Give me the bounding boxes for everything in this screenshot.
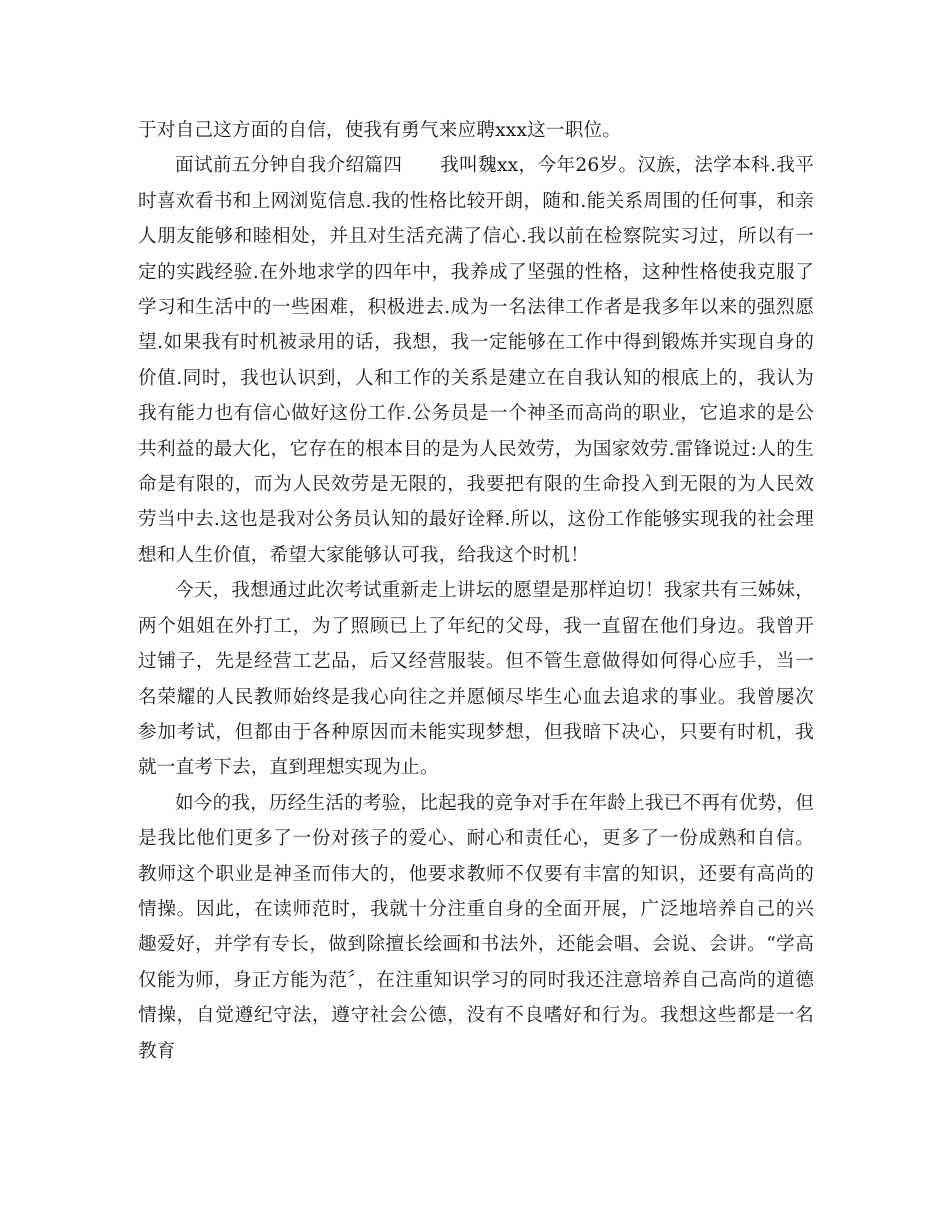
paragraph-qualifications: 如今的我，历经生活的考验，比起我的竞争对手在年龄上我已不再有优势，但是我比他们更多了一份对孩子的爱心、耐心和责任心，更多了一份成熟和自信。教师这个职业是神圣而伟大的，他要求教师不仅要有丰富的知识，还要有高尚的情操。因此，在读师范时，我就十分注重自身的全面开展，广泛地培养自己的兴趣爱好，并学有专长，做到除擅长绘画和书法外，还能会唱、会说、会讲。“学高仅能为师，身正方能为范〞，在注重知识学习的同时我还注意培养自己高尚的道德情操，自觉遵纪守法，遵守社会公德，没有不良嗜好和行为。我想这些都是一名教育 <box>138 792 814 1062</box>
paragraph-continuation: 于对自己这方面的自信，使我有勇气来应聘xxx这一职位。 <box>138 120 622 141</box>
paragraph-teaching-aspiration: 今天，我想通过此次考试重新走上讲坛的愿望是那样迫切！我家共有三姊妹，两个姐姐在外打工，为了照顾已上了年纪的父母，我一直留在他们身边。我曾开过铺子，先是经营工艺品，后又经营服装。但不管生意做得如何得心应手，当一名荣耀的人民教师始终是我心向往之并愿倾尽毕生心血去追求的事业。我曾屡次参加考试，但都由于各种原因而未能实现梦想，但我暗下决心，只要有时机，我就一直考下去，直到理想实现为止。 <box>138 580 814 779</box>
paragraph-self-introduction: 面试前五分钟自我介绍篇四 我叫魏xx，今年26岁。汉族，法学本科.我平时喜欢看书和上网浏览信息.我的性格比较开朗，随和.能关系周围的任何事，和亲人朋友能够和睦相处，并且对生活充满了信心.我以前在检察院实习过，所以有一定的实践经验.在外地求学的四年中，我养成了坚强的性格，这种性格使我克服了学习和生活中的一些困难，积极进去.成为一名法律工作者是我多年以来的强烈愿望.如果我有时机被录用的话，我想，我一定能够在工作中得到锻炼并实现自身的价值.同时，我也认识到，人和工作的关系是建立在自我认知的根底上的，我认为我有能力也有信心做好这份工作.公务员是一个神圣而高尚的职业，它追求的是公共利益的最大化，它存在的根本目的是为人民效劳，为国家效劳.雷锋说过:人的生命是有限的，而为人民效劳是无限的，我要把有限的生命投入到无限的为人民效劳当中去.这也是我对公务员认知的最好诠释.所以，这份工作能够实现我的社会理想和人生价值，希望大家能够认可我，给我这个时机！ <box>138 155 814 566</box>
document-page <box>138 113 814 1069</box>
